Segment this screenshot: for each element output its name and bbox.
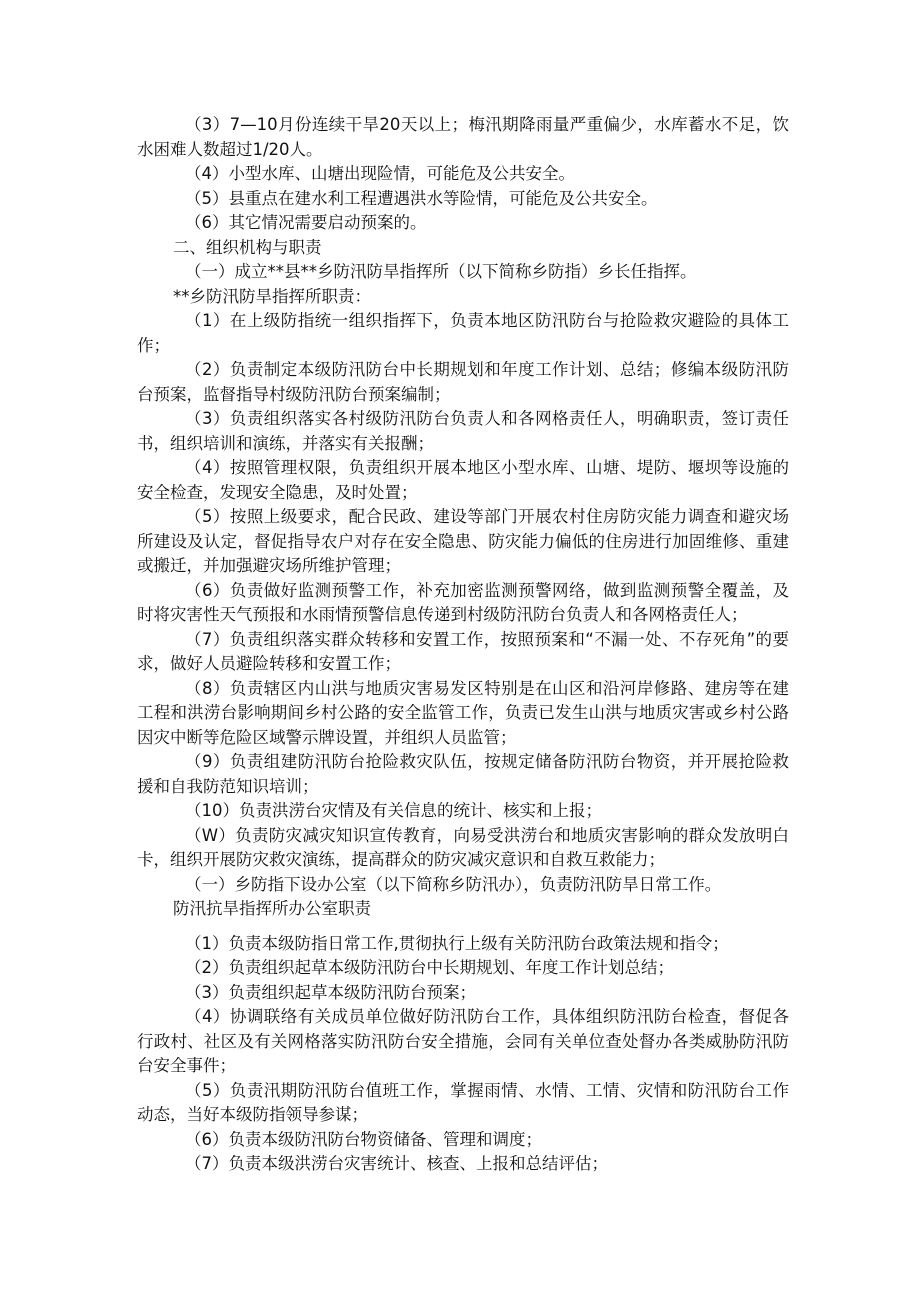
paragraph-trigger-project: （5）县重点在建水利工程遭遇洪水等险情，可能危及公共安全。 — [185, 188, 658, 208]
office-duty-2: （2）负责组织起草本级防汛防台中长期规划、年度工作计划总结； — [185, 958, 674, 977]
office-duty-4: （4）协调联络有关成员单位做好防汛防台工作，具体组织防汛防台检查，督促各行政村、社区及有关网格落实防汛防台安全措施，会同有关单位查处督办各类威胁防汛防台安全事件； — [137, 1007, 789, 1075]
duty-item-6: （6）负责做好监测预警工作，补充加密监测预警网络，做到监测预警全覆盖，及时将灾害性天气预报和水雨情预警信息传递到村级防汛防台负责人和各网格责任人； — [137, 580, 789, 624]
duty-item-2: （2）负责制定本级防汛防台中长期规划和年度工作计划、总结；修编本级防汛防台预案，监督指导村级防汛防台预案编制； — [137, 360, 789, 404]
paragraph-command-post: （一）成立**县**乡防汛防旱指挥所（以下简称乡防指）乡长任指挥。 — [185, 262, 697, 281]
section-heading-organization: 二、组织机构与职责 — [173, 237, 322, 257]
duty-item-1: （1）在上级防指统一组织指挥下，负责本地区防汛防台与抢险救灾避险的具体工作； — [137, 311, 789, 355]
duty-item-9: （9）负责组建防汛防台抢险救灾队伍，按规定储备防汛防台物资，并开展抢险救援和自我防范知识培训； — [137, 752, 789, 796]
paragraph-office: （一）乡防指下设办公室（以下简称乡防汛办），负责防汛防旱日常工作。 — [185, 874, 722, 894]
duty-item-5: （5）按照上级要求，配合民政、建设等部门开展农村住房防灾能力调查和避灾场所建设及认定，督促指导农户对存在安全隐患、防灾能力偏低的住房进行加固维修、重建或搬迁，并加强避灾场所维护管理； — [137, 507, 789, 575]
office-duty-7: （7）负责本级洪涝台灾害统计、核查、上报和总结评估； — [185, 1154, 608, 1173]
duty-item-8: （8）负责辖区内山洪与地质灾害易发区特别是在山区和沿河岸修路、建房等在建工程和洪涝台影响期间乡村公路的安全监管工作，负责已发生山洪与地质灾害或乡村公路因灾中断等危险区域警示牌设置，并组织人员监管； — [137, 678, 789, 747]
duty-item-10: （10）负责洪涝台灾情及有关信息的统计、核实和上报； — [185, 801, 602, 820]
paragraph-trigger-other: （6）其它情况需要启动预案的。 — [185, 213, 427, 232]
office-duty-1: （1）负责本级防指日常工作,贯彻执行上级有关防汛防台政策法规和指令； — [185, 933, 729, 953]
paragraph-trigger-reservoir: （4）小型水库、山塘出现险情，可能危及公共安全。 — [185, 164, 575, 183]
subheading-office-duties: 防汛抗旱指挥所办公室职责 — [173, 899, 371, 918]
duty-item-3: （3）负责组织落实各村级防汛防台负责人和各网格责任人，明确职责，签订责任书，组织培训和演练，并落实有关报酬； — [137, 409, 789, 453]
office-duty-6: （6）负责本级防汛防台物资储备、管理和调度； — [185, 1129, 542, 1149]
duty-item-7: （7）负责组织落实群众转移和安置工作，按照预案和“不漏一处、不存死角”的要求，做好人员避险转移和安置工作； — [137, 629, 789, 673]
duty-item-4: （4）按照管理权限，负责组织开展本地区小型水库、山塘、堤防、堰坝等设施的安全检查，发现安全隐患，及时处置； — [137, 458, 789, 502]
office-duty-3: （3）负责组织起草本级防汛防台预案； — [185, 982, 476, 1002]
duty-item-11: （W）负责防灾减灾知识宣传教育，向易受洪涝台和地质灾害影响的群众发放明白卡，组织开展防灾救灾演练，提高群众的防灾减灾意识和自救互救能力； — [137, 825, 789, 869]
paragraph-trigger-drought: （3）7—10月份连续干旱20天以上；梅汛期降雨量严重偏少，水库蓄水不足，饮水困难人数超过1/20人。 — [137, 115, 789, 159]
subheading-command-duties: **乡防汛防旱指挥所职责： — [173, 286, 371, 306]
document-body — [137, 113, 789, 1177]
office-duty-5: （5）负责汛期防汛防台值班工作，掌握雨情、水情、工情、灾情和防汛防台工作动态，当好本级防指领导参谋； — [137, 1080, 789, 1124]
